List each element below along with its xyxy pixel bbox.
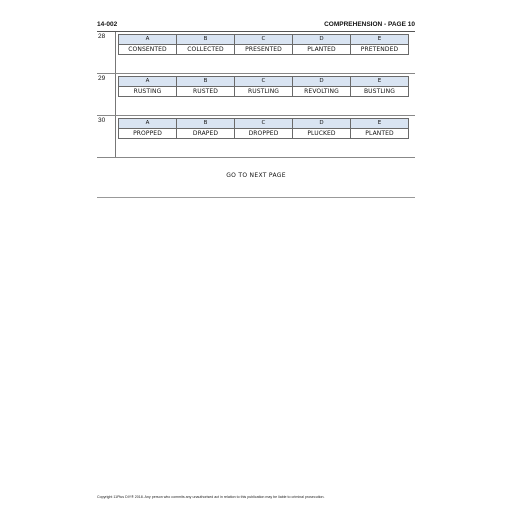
option-letter-e[interactable]: E xyxy=(351,35,409,45)
option-word-c[interactable]: RUSTLING xyxy=(235,87,293,97)
option-word-c[interactable]: PRESENTED xyxy=(235,45,293,55)
option-word-a[interactable]: RUSTING xyxy=(119,87,177,97)
answer-options-table xyxy=(118,34,409,55)
option-letter-b[interactable]: B xyxy=(177,35,235,45)
option-letter-e[interactable]: E xyxy=(351,119,409,129)
option-letter-b[interactable]: B xyxy=(177,119,235,129)
question-number: 28 xyxy=(98,33,106,40)
option-letter-d[interactable]: D xyxy=(293,35,351,45)
option-letter-a[interactable]: A xyxy=(119,119,177,129)
option-word-b[interactable]: COLLECTED xyxy=(177,45,235,55)
option-word-e[interactable]: BUSTLING xyxy=(351,87,409,97)
option-letter-c[interactable]: C xyxy=(235,77,293,87)
option-word-b[interactable]: DRAPED xyxy=(177,129,235,139)
option-letter-c[interactable]: C xyxy=(235,35,293,45)
option-letter-d[interactable]: D xyxy=(293,77,351,87)
page-title: COMPREHENSION - PAGE 10 xyxy=(324,21,415,28)
option-word-c[interactable]: DROPPED xyxy=(235,129,293,139)
footer-divider xyxy=(97,197,415,198)
question-divider xyxy=(115,116,116,158)
go-to-next-page-text: GO TO NEXT PAGE xyxy=(226,172,286,179)
option-word-d[interactable]: REVOLTING xyxy=(293,87,351,97)
option-word-d[interactable]: PLANTED xyxy=(293,45,351,55)
question-28 xyxy=(97,32,415,74)
question-divider xyxy=(115,74,116,116)
option-letter-a[interactable]: A xyxy=(119,35,177,45)
question-bottom-rule xyxy=(97,157,415,158)
option-word-a[interactable]: PROPPED xyxy=(119,129,177,139)
option-letter-c[interactable]: C xyxy=(235,119,293,129)
question-divider xyxy=(115,32,116,74)
option-word-a[interactable]: CONSENTED xyxy=(119,45,177,55)
option-letter-b[interactable]: B xyxy=(177,77,235,87)
copyright-notice: Copyright 11Plus DIY® 2018. Any person who commits any unauthorised act in relation to this publication may be liable to criminal prosecution. xyxy=(97,495,325,499)
question-29 xyxy=(97,74,415,116)
question-number: 29 xyxy=(98,75,106,82)
option-word-b[interactable]: RUSTED xyxy=(177,87,235,97)
option-word-d[interactable]: PLUCKED xyxy=(293,129,351,139)
paper-code: 14-002 xyxy=(97,21,118,28)
option-word-e[interactable]: PRETENDED xyxy=(351,45,409,55)
answer-options-table xyxy=(118,76,409,97)
option-letter-e[interactable]: E xyxy=(351,77,409,87)
option-letter-d[interactable]: D xyxy=(293,119,351,129)
question-30 xyxy=(97,116,415,158)
page-header xyxy=(97,21,415,31)
option-word-e[interactable]: PLANTED xyxy=(351,129,409,139)
question-number: 30 xyxy=(98,117,106,124)
option-letter-a[interactable]: A xyxy=(119,77,177,87)
answer-options-table xyxy=(118,118,409,139)
